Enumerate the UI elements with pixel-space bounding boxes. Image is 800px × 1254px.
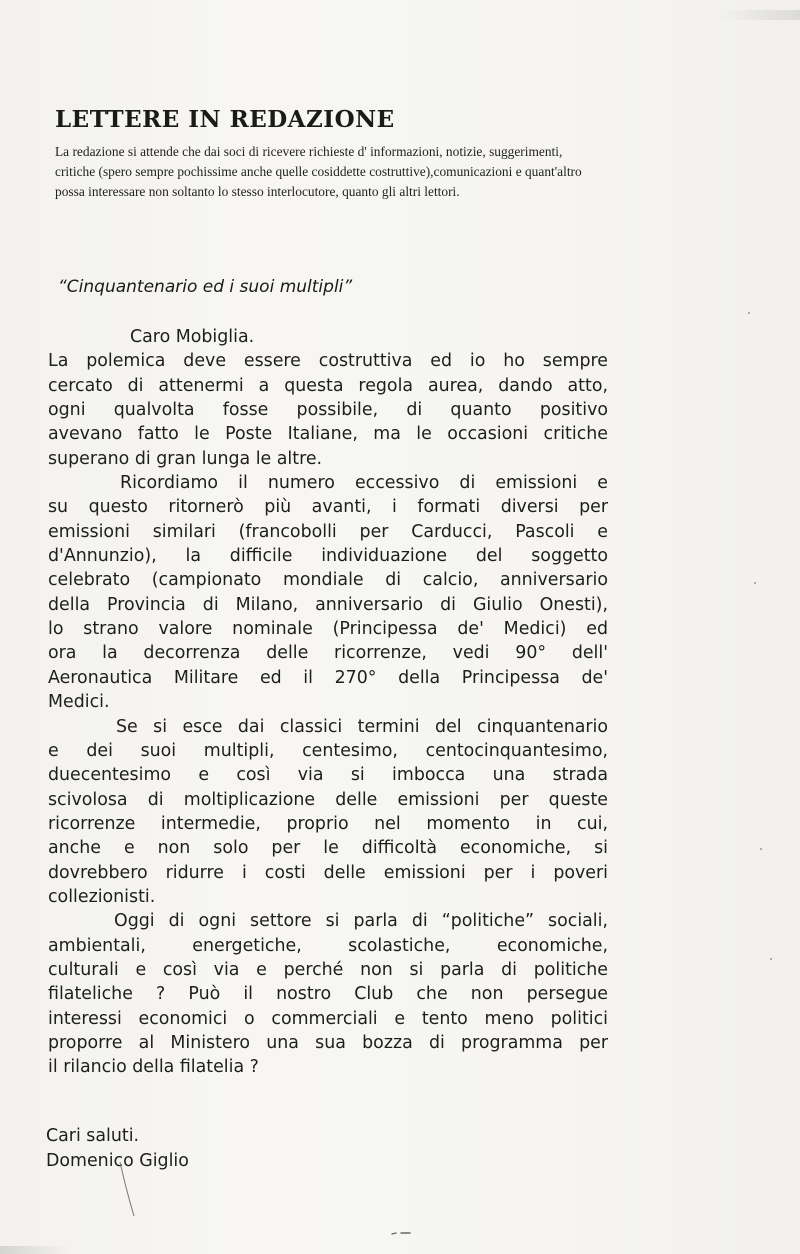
body-line: e dei suoi multipli, centesimo, centocinquantesimo, <box>48 740 608 761</box>
letter-title: “Cinquantenario ed i suoi multipli” <box>58 277 353 297</box>
intro-paragraph <box>55 142 610 202</box>
body-line: lo strano valore nominale (Principessa de' Medici) ed <box>48 619 608 640</box>
body-line: Oggi di ogni settore si parla di “politiche” sociali, <box>114 911 608 932</box>
body-line: scivolosa di moltiplicazione delle emissioni per queste <box>48 789 608 810</box>
letter-body <box>48 325 608 1080</box>
body-line: il rilancio della filatelia ? <box>48 1057 259 1078</box>
body-line: su questo ritornerò più avanti, i formati diversi per <box>48 497 608 518</box>
section-title: LETTERE IN REDAZIONE <box>55 106 395 133</box>
body-line: interessi economici o commerciali e tento meno politici <box>48 1008 608 1029</box>
body-line: ambientali, energetiche, scolastiche, economiche, <box>48 935 608 956</box>
body-line: celebrato (campionato mondiale di calcio, anniversario <box>48 570 608 591</box>
body-line: Medici. <box>48 692 110 713</box>
body-line: filateliche ? Può il nostro Club che non persegue <box>48 984 608 1005</box>
scan-speck <box>754 582 756 584</box>
body-line: d'Annunzio), la difficile individuazione del soggetto <box>48 546 608 567</box>
scan-smudge-top <box>720 10 800 20</box>
signature-name: Domenico Giglio <box>46 1150 189 1171</box>
body-line: ricorrenze intermedie, proprio nel momento in cui, <box>48 813 608 834</box>
body-line: cercato di attenermi a questa regola aurea, dando atto, <box>48 375 608 396</box>
body-line: superano di gran lunga le altre. <box>48 448 323 469</box>
body-line: avevano fatto le Poste Italiane, ma le occasioni critiche <box>48 424 608 445</box>
body-line: dovrebbero ridurre i costi delle emissioni per i poveri <box>48 862 608 883</box>
body-line: collezionisti. <box>48 886 156 907</box>
intro-line: critiche (spero sempre pochissime anche quelle cosiddette costruttive),comunicazioni e quant'altro <box>55 164 582 179</box>
body-line: anche e non solo per le difficoltà economiche, si <box>48 838 608 859</box>
body-line: Ricordiamo il numero eccessivo di emissioni e <box>120 473 608 494</box>
body-line: ora la decorrenza delle ricorrenze, vedi 90° dell' <box>48 643 608 664</box>
body-line: ogni qualvolta fosse possibile, di quanto positivo <box>48 400 608 421</box>
body-line: della Provincia di Milano, anniversario di Giulio Onesti), <box>48 594 608 615</box>
body-line: culturali e così via e perché non si parla di politiche <box>48 959 608 980</box>
body-line: proporre al Ministero una sua bozza di programma per <box>48 1032 608 1053</box>
scan-speck <box>748 312 750 314</box>
body-line: emissioni similari (francobolli per Carducci, Pascoli e <box>48 521 608 542</box>
body-line: Se si esce dai classici termini del cinquantenario <box>116 716 608 737</box>
intro-line: La redazione si attende che dai soci di ricevere richieste d' informazioni, notizie, suggerimenti, <box>55 144 563 159</box>
scan-speck <box>760 848 762 850</box>
body-line: La polemica deve essere costruttiva ed io ho sempre <box>48 351 608 372</box>
body-line: duecentesimo e così via si imbocca una strada <box>48 765 608 786</box>
scan-smudge-bottom <box>0 1246 70 1254</box>
salutation: Caro Mobiglia. <box>130 327 255 347</box>
closing-greeting: Cari saluti. <box>46 1126 140 1146</box>
scan-speck <box>770 958 772 960</box>
pen-stroke-mark <box>116 1160 146 1220</box>
page-number-mark <box>390 1228 414 1238</box>
intro-line: possa interessare non soltanto lo stesso interlocutore, quanto gli altri lettori. <box>55 184 460 199</box>
body-line: Aeronautica Militare ed il 270° della Principessa de' <box>48 667 608 688</box>
